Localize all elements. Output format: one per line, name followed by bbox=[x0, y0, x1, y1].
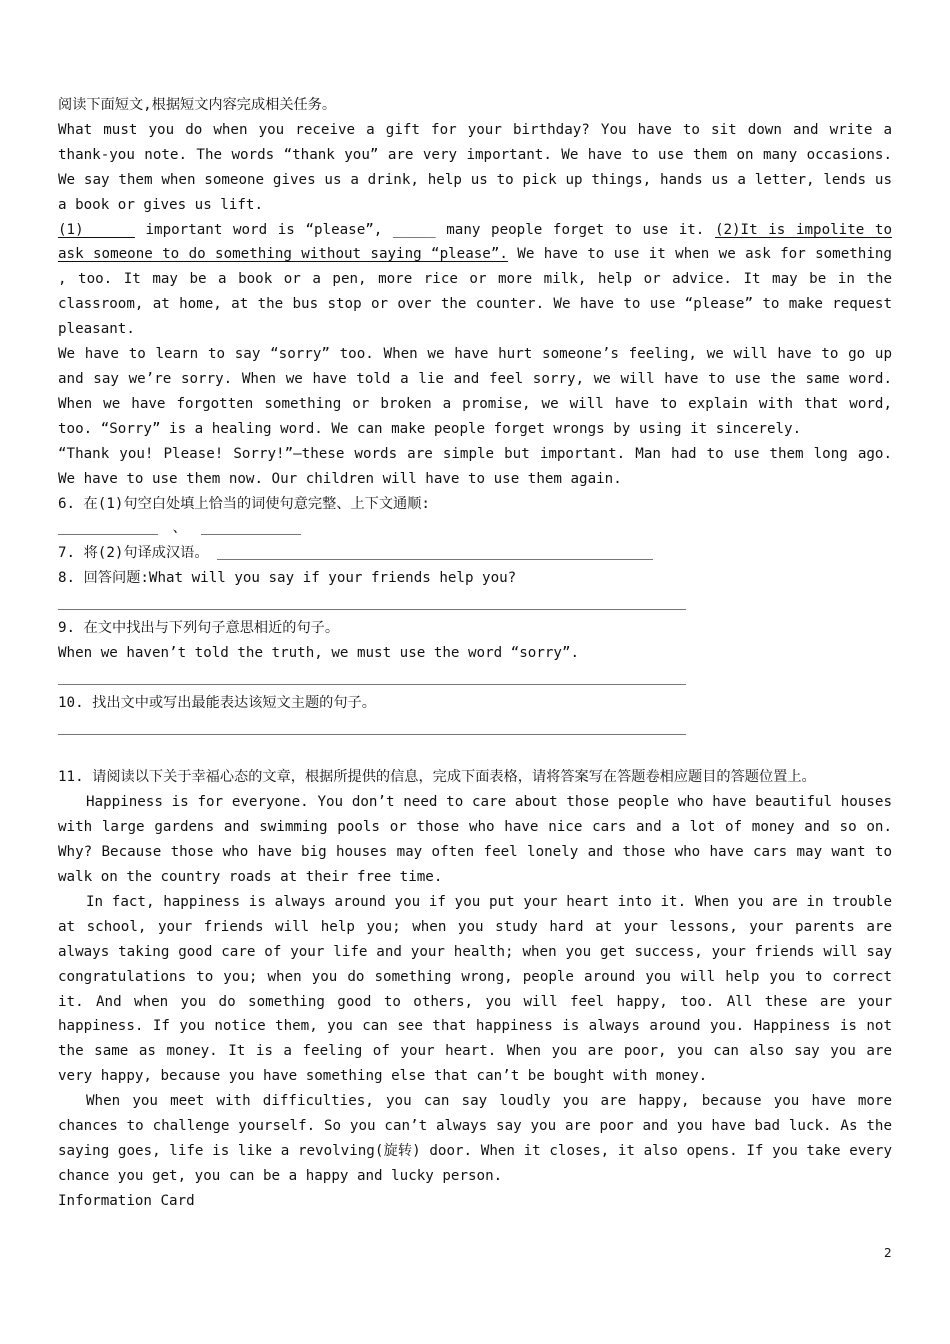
answer-blank-7[interactable] bbox=[217, 543, 653, 560]
answer-blank-6b[interactable] bbox=[201, 518, 301, 535]
blank-1-label: (1)______ bbox=[58, 221, 135, 238]
question-8-answer-line[interactable] bbox=[58, 591, 892, 616]
passage1-paragraph-4: “Thank you! Please! Sorry!”—these words are simple but important. Man had to use them long ago. We have to use them now. Our children will have to use them again. bbox=[58, 445, 892, 487]
section-11-paragraph-1: Happiness is for everyone. You don’t need to care about those people who have beautiful houses with large gardens and swimming pools or those who have nice cars and a lot of money and so on. Why? Because those who have big houses may often feel lonely and those who have cars may want to walk on the country roads at their free time. bbox=[58, 794, 892, 885]
section-11-paragraph-3: When you meet with difficulties, you can say loudly you are happy, because you have more chances to challenge yourself. So you can’t always say you are poor and you have bad luck. As the saying goes, life is like a revolving(旋转) door. When it closes, it also opens. If you take every chance you get, you can be a happy and lucky person. bbox=[58, 1093, 892, 1184]
question-9-answer-line[interactable] bbox=[58, 666, 892, 691]
question-6: 6. 在(1)句空白处填上恰当的词使句意完整、上下文通顺: bbox=[58, 495, 430, 512]
answer-blank-6a[interactable] bbox=[58, 518, 158, 535]
question-9: 9. 在文中找出与下列句子意思相近的句子。 bbox=[58, 619, 340, 636]
page-number: 2 bbox=[884, 1246, 892, 1260]
question-10-answer-line[interactable] bbox=[58, 716, 892, 741]
passage1-paragraph-2 bbox=[58, 218, 892, 343]
section-11-paragraph-2: In fact, happiness is always around you if you put your heart into it. When you are in trouble at school, your friends will help you; when you study hard at your lessons, your parents are always taking good care of your life and your health; when you get success, your friends will say congratulations to you; when you do something wrong, people around you will help you to correct it. And when you do something good to others, you will feel happy, too. All these are your happiness. If you notice them, you can see that happiness is always around you. Happiness is not the same as money. It is a feeling of your heart. When you are poor, you can also say you are very happy, because you have something else that can’t be bought with money. bbox=[58, 893, 892, 1085]
question-10: 10. 找出文中或写出最能表达该短文主题的句子。 bbox=[58, 694, 376, 711]
question-7: 7. 将(2)句译成汉语。 bbox=[58, 545, 209, 562]
document-page bbox=[58, 93, 892, 1214]
passage1-paragraph-2-part1: important word is “please”, _____ many people forget to use it. bbox=[134, 221, 715, 238]
section-11-heading: 11. 请阅读以下关于幸福心态的文章，根据所提供的信息，完成下面表格，请将答案写在答题卷相应题目的答题位置上。 bbox=[58, 769, 816, 786]
task-heading: 阅读下面短文,根据短文内容完成相关任务。 bbox=[58, 97, 337, 113]
sentence-2-underlined: (2)It is impolite to ask someone to do something without saying “please”. bbox=[58, 221, 892, 263]
passage1-paragraph-2-part2: We have to use it when we ask for something , too. It may be a book or a pen, more rice or more milk, help or advice. It may be in the classroom, at home, at the bus stop or over the counter. We have to use “please” to make request pleasant. bbox=[58, 246, 892, 338]
question-9-sentence: When we haven’t told the truth, we must use the word “sorry”. bbox=[58, 644, 580, 661]
passage1-paragraph-1: What must you do when you receive a gift for your birthday? You have to sit down and write a thank-you note. The words “thank you” are very important. We have to use them on many occasions. We say them when someone gives us a drink, help us to pick up things, hands us a letter, lends us a book or gives us lift. bbox=[58, 121, 892, 213]
question-6-answer-line bbox=[58, 516, 892, 541]
question-7-line bbox=[58, 541, 892, 566]
answer-separator: 、 bbox=[172, 520, 187, 537]
information-card-title: Information Card bbox=[58, 1192, 195, 1209]
passage1-paragraph-3: We have to learn to say “sorry” too. When we have hurt someone’s feeling, we will have to go up and say we’re sorry. When we have told a lie and feel sorry, we will have to use the same word. When we have forgotten something or broken a promise, we will have to explain with that word, too. “Sorry” is a healing word. We can make people forget wrongs by using it sincerely. bbox=[58, 346, 892, 437]
question-8: 8. 回答问题:What will you say if your friends help you? bbox=[58, 570, 517, 587]
